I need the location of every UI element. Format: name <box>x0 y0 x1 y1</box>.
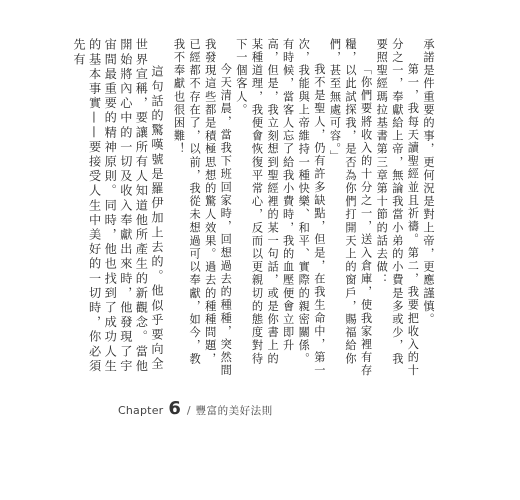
chapter-label: Chapter <box>118 404 164 417</box>
emphasis-columns <box>72 38 164 378</box>
paragraph: 承諾是件重要的事，更何況是對上帝，更應謹慎。 <box>422 38 435 327</box>
emphasis-paragraph: 這句話的驚嘆號是羅伊加上去的。他似乎要向全世界宣稱，要讓所有人知道他所產生的新觀念。當他開始將內心中的一切及收入奉獻出來時，他發現了宇宙間最重要的精神原則。同時，他也找到了成功人生的基本事實——要接受人生中美好的一切時，你必須先有 <box>72 38 164 374</box>
paragraph: 今天清晨，當我下班回家時，回想過去的種種，突然間我發現這些都是積極思想的驚人效果。過去的種種問題，已經都不存在了，以前，我從未想過可以奉獻，如今，教我不奉獻也很困難！ <box>172 38 233 378</box>
scripture-quote: 「你們要將收入的十分之一，送入倉庫，使我家裡有存糧，以此試探我，是否為你們打開天上的窗戶，賜福給你們，甚至無處可容。」 <box>328 38 373 378</box>
paragraph: 第一，我每天讀聖經並且祈禱。第二，我要把收入的十分之一，奉獻給上帝，無論我當小弟的小費是多或少，我要照聖經瑪拉基書第三章第十節的話去做： <box>375 38 420 378</box>
chapter-title: 豐富的美好法則 <box>195 405 273 417</box>
paragraph: 我不是聖人，仍有許多缺點，但是，在我生命中，第一次，我能與上帝維持一種快樂、和平、實際的親密關係。有時候，當客人忘了給我小費時，我的血壓便會立即升高，但是，我立刻想到聖經裡的某一句話，或是你書上的某種道理，我便會恢復平常心，反而以更親切的態度對待下一個客人。 <box>234 38 326 378</box>
footer-separator: / <box>186 404 191 417</box>
chapter-number: 6 <box>168 398 181 419</box>
page-footer <box>118 398 273 418</box>
